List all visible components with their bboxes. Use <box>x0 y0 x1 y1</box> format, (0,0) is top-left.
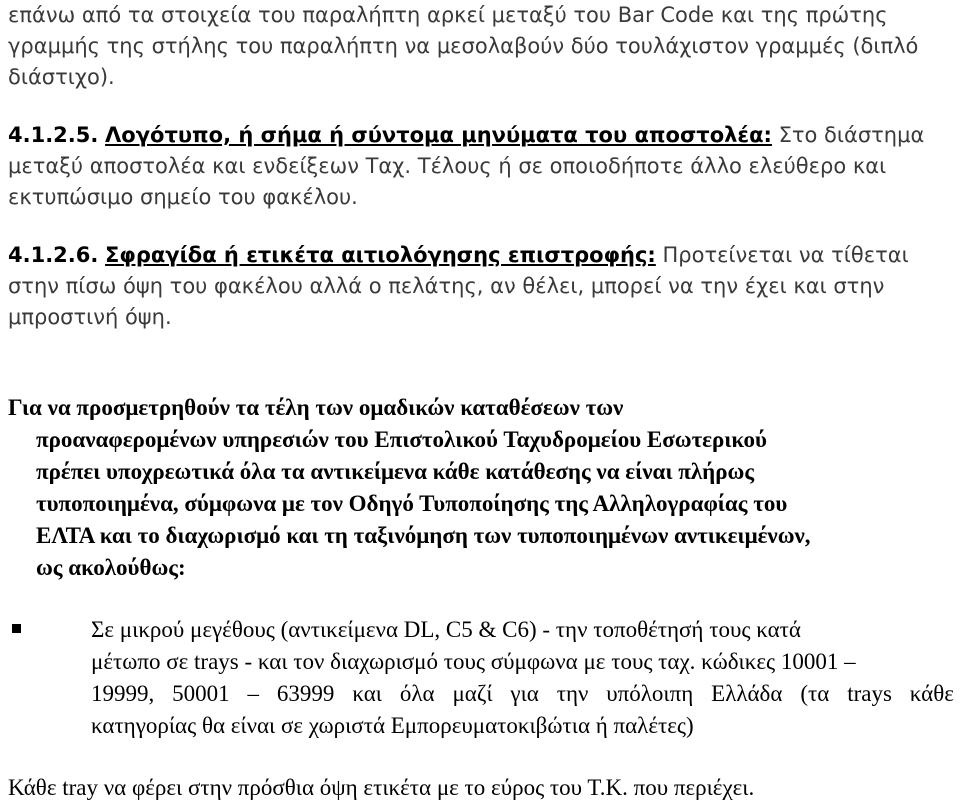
word: 63999 <box>276 681 335 706</box>
word: κάθε <box>909 681 954 706</box>
bullet-line: μέτωπο σε trays - και τον διαχωρισμό τους σύμφωνα με τους ταχ. κώδικες 10001 – <box>91 649 856 674</box>
word: την <box>556 681 589 706</box>
bold-line: πρέπει υποχρεωτικά όλα τα αντικείμενα κάθε κατάθεσης να είναι πλήρως <box>36 459 755 484</box>
section-body: Προτείνεται να τίθεται στην πίσω όψη του φακέλου αλλά ο πελάτης, αν θέλει, μπορεί να την έχει και στην μπροστινή όψη. <box>8 243 909 329</box>
word: – <box>247 681 260 706</box>
word: 50001 <box>172 681 230 706</box>
intro-text: επάνω από τα στοιχεία του παραλήπτη αρκεί μεταξύ του Bar Code και της πρώτης γραμμής της στήλης του παραλήπτη να μεσολαβούν δύο τουλάχιστον γραμμές (διπλό διάστιχο). <box>8 3 919 89</box>
closing-text: Κάθε tray να φέρει στην πρόσθια όψη ετικέτα με το εύρος του Τ.Κ. που περιέχει. <box>8 775 755 800</box>
section-heading: Λογότυπο, ή σήμα ή σύντομα μηνύματα του αποστολέα: <box>105 123 772 147</box>
word: 19999, <box>91 681 155 706</box>
bold-paragraph <box>8 392 954 584</box>
word: υπόλοιπη <box>606 681 694 706</box>
section-body: Στο διάστημα μεταξύ αποστολέα και ενδείξεων Ταχ. Τέλους ή σε οποιοδήποτε άλλο ελεύθερο και εκτυπώσιμο σημείο του φακέλου. <box>8 123 925 209</box>
bullet-line: κατηγορίας θα είναι σε χωριστά Εμπορευματοκιβώτια ή παλέτες) <box>91 713 694 738</box>
bold-line: ως ακολούθως: <box>36 555 186 580</box>
bold-line: τυποποιημένα, σύμφωνα με τον Οδηγό Τυποποίησης της Αλληλογραφίας του <box>36 491 788 516</box>
word: για <box>510 681 539 706</box>
bold-line: προαναφερομένων υπηρεσιών του Επιστολικού Ταχυδρομείου Εσωτερικού <box>36 427 767 452</box>
section-number: 4.1.2.5. <box>8 123 99 147</box>
section-heading: Σφραγίδα ή ετικέτα αιτιολόγησης επιστροφής: <box>105 243 656 267</box>
section-4-1-2-5 <box>8 120 958 213</box>
bold-line: ΕΛΤΑ και το διαχωρισμό και τη ταξινόμηση των τυποποιημένων αντικειμένων, <box>36 523 811 548</box>
word: όλα <box>399 681 435 706</box>
square-bullet-icon <box>12 624 21 633</box>
bullet-item <box>8 614 954 742</box>
word: μαζί <box>452 681 493 706</box>
section-number: 4.1.2.6. <box>8 243 99 267</box>
bullet-text: Σε μικρού μεγέθους (αντικείμενα DL, C5 & C6) - την τοποθέτησή τους κατά <box>91 617 801 642</box>
section-4-1-2-6 <box>8 240 958 333</box>
word: Ελλάδα <box>711 681 783 706</box>
word: (τα <box>800 681 830 706</box>
bold-line: Για να προσμετρηθούν τα τέλη των ομαδικών καταθέσεων των <box>8 395 624 420</box>
closing-sentence <box>8 774 754 802</box>
intro-paragraph <box>8 0 958 93</box>
bullet-line-justified <box>8 678 954 710</box>
bullet-line <box>8 614 954 646</box>
word: και <box>352 681 382 706</box>
word: trays <box>847 681 892 706</box>
